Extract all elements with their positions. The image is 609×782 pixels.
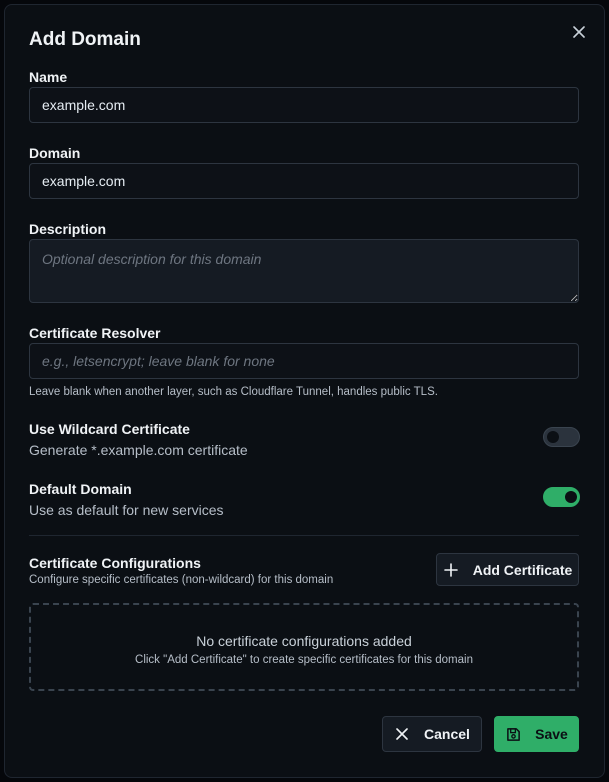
description-textarea[interactable] [29,239,579,303]
add-certificate-label: Add Certificate [472,561,573,578]
empty-certificates-title: No certificate configurations added [196,633,412,649]
floppy-disk-icon [505,726,521,742]
certificate-configurations-subtitle: Configure specific certificates (non-wildcard) for this domain [29,574,334,586]
close-button[interactable] [571,24,587,40]
domain-label: Domain [29,145,81,161]
default-domain-label: Default Domain [29,481,132,497]
name-input[interactable] [29,87,579,123]
save-button[interactable] [494,716,579,752]
save-label: Save [535,726,568,742]
certificate-resolver-hint: Leave blank when another layer, such as Cloudflare Tunnel, handles public TLS. [29,386,438,398]
close-icon [573,26,585,38]
certificate-resolver-label: Certificate Resolver [29,325,161,341]
default-domain-description: Use as default for new services [29,502,224,518]
cancel-label: Cancel [424,726,470,742]
add-domain-dialog [4,4,605,778]
x-icon [394,726,410,742]
wildcard-toggle[interactable] [543,427,580,447]
wildcard-label: Use Wildcard Certificate [29,421,190,437]
dialog-title: Add Domain [29,29,141,50]
default-domain-toggle[interactable] [543,487,580,507]
description-label: Description [29,221,107,237]
add-certificate-button[interactable] [436,553,579,586]
empty-certificates-placeholder [29,603,579,691]
empty-certificates-hint: Click "Add Certificate" to create specific certificates for this domain [135,654,473,666]
certificate-resolver-input[interactable] [29,343,579,379]
section-divider [29,535,579,536]
certificate-configurations-title: Certificate Configurations [29,555,201,571]
cancel-button[interactable] [382,716,482,752]
toggle-knob [547,431,559,443]
toggle-knob [565,491,577,503]
wildcard-description: Generate *.example.com certificate [29,442,248,458]
name-label: Name [29,69,68,85]
plus-icon [443,562,459,578]
domain-input[interactable] [29,163,579,199]
